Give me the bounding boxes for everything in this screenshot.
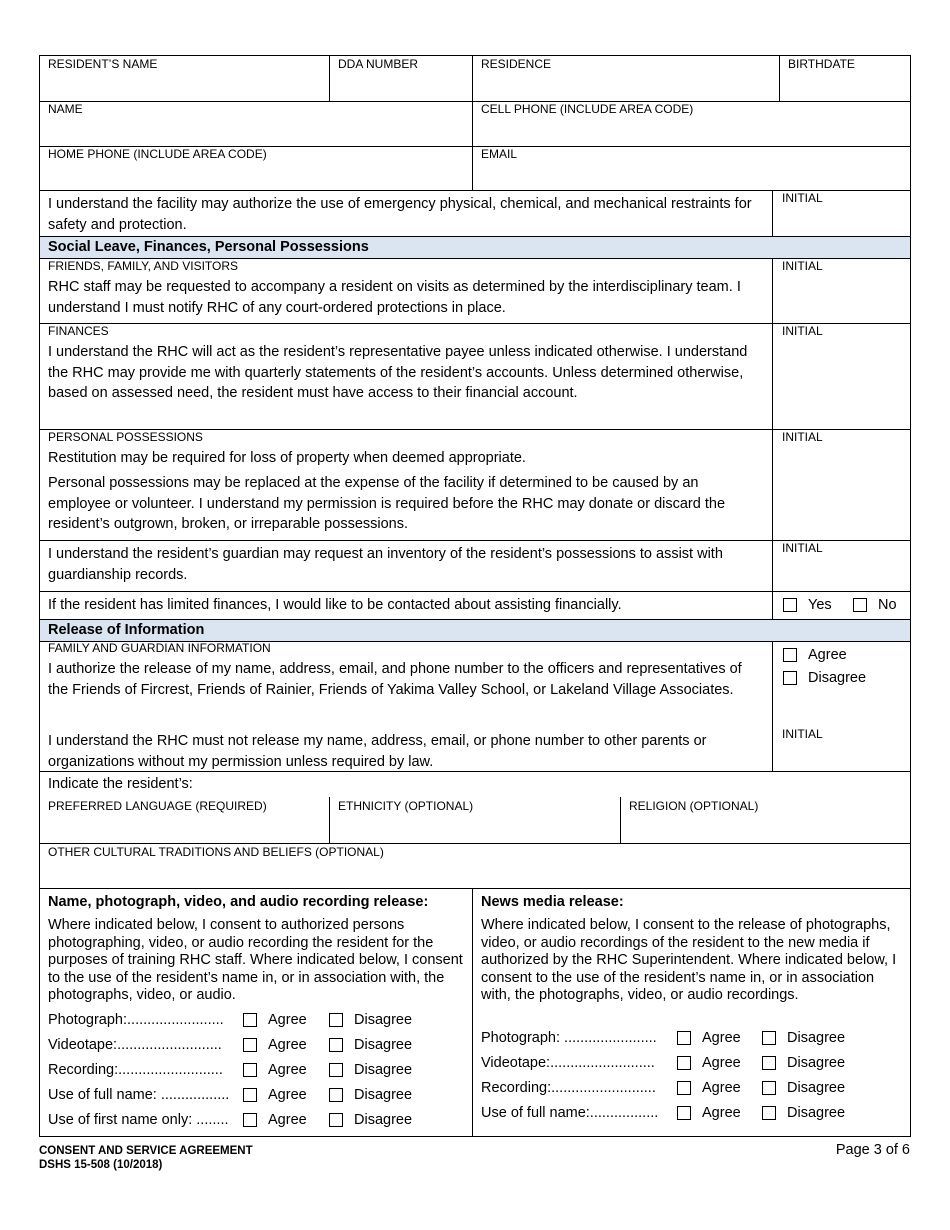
- media-release-agree-checkbox[interactable]: [677, 1056, 691, 1070]
- photo-release-disagree-checkbox[interactable]: [329, 1038, 343, 1052]
- inventory-initial-label: INITIAL: [782, 541, 823, 555]
- restraints-text: I understand the facility may authorize the use of emergency physical, chemical, and mechanical restraints for safety and protection.: [48, 196, 752, 233]
- media-release-item: Videotape:..........................: [481, 1055, 655, 1071]
- possessions-label: PERSONAL POSSESSIONS: [48, 430, 203, 444]
- ethnicity-label: ETHNICITY (OPTIONAL): [338, 799, 474, 813]
- media-release-agree-label: Agree: [702, 1080, 741, 1096]
- photo-release-agree-checkbox[interactable]: [243, 1113, 257, 1127]
- email-label: EMAIL: [481, 147, 518, 161]
- no-label: No: [878, 597, 897, 613]
- photo-release-item: Use of full name: .................: [48, 1087, 230, 1103]
- photo-release-disagree-label: Disagree: [354, 1112, 413, 1128]
- media-release-agree-label: Agree: [702, 1055, 741, 1071]
- media-release-disagree-checkbox[interactable]: [762, 1056, 776, 1070]
- cell-phone-label: CELL PHONE (INCLUDE AREA CODE): [481, 102, 694, 116]
- media-release-agree-label: Agree: [702, 1105, 741, 1121]
- photo-release-disagree-label: Disagree: [354, 1012, 413, 1028]
- friends-label: FRIENDS, FAMILY, AND VISITORS: [48, 259, 239, 273]
- form-number: DSHS 15-508 (10/2018): [39, 1159, 163, 1171]
- photo-release-item: Videotape:..........................: [48, 1037, 222, 1053]
- family-guardian-text-1: I authorize the release of my name, address, email, and phone number to the officers and representatives of the Friends of Fircrest, Friends of Rainier, Friends of Yakima Valley School, or Lakeland Village Associates.: [48, 661, 742, 698]
- photo-release-text: Where indicated below, I consent to authorized persons photographing, video, or audio recording the resident for the purposes of training RHC staff. Where indicated below, I consent to the use of the resident’s name in, or in association with, the photographs, video, or audio.: [48, 917, 463, 1003]
- friends-initial-label: INITIAL: [782, 259, 823, 273]
- media-release-item: Use of full name:.................: [481, 1105, 659, 1121]
- media-release-disagree-label: Disagree: [787, 1055, 846, 1071]
- finances-initial-label: INITIAL: [782, 324, 823, 338]
- photo-release-disagree-checkbox[interactable]: [329, 1013, 343, 1027]
- photo-release-item: Photograph:........................: [48, 1012, 224, 1028]
- restraints-initial-label: INITIAL: [782, 191, 823, 205]
- possessions-text-1: Restitution may be required for loss of property when deemed appropriate.: [48, 450, 526, 466]
- home-phone-label: HOME PHONE (INCLUDE AREA CODE): [48, 147, 267, 161]
- photo-release-disagree-label: Disagree: [354, 1037, 413, 1053]
- friends-text: RHC staff may be requested to accompany a resident on visits as determined by the interdisciplinary team. I understand I must notify RHC of any court-ordered protections in place.: [48, 279, 741, 316]
- yes-checkbox[interactable]: [783, 598, 797, 612]
- indicate-title: Indicate the resident’s:: [48, 776, 193, 792]
- limited-finances-text: If the resident has limited finances, I would like to be contacted about assisting financially.: [48, 597, 622, 613]
- release-agree-checkbox[interactable]: [783, 648, 797, 662]
- yes-label: Yes: [808, 597, 832, 613]
- photo-release-disagree-label: Disagree: [354, 1062, 413, 1078]
- release-agree-label: Agree: [808, 647, 847, 663]
- possessions-initial-label: INITIAL: [782, 430, 823, 444]
- form-title: CONSENT AND SERVICE AGREEMENT: [39, 1145, 253, 1157]
- photo-release-disagree-label: Disagree: [354, 1087, 413, 1103]
- residence-label: RESIDENCE: [481, 57, 552, 71]
- media-release-item: Recording:..........................: [481, 1080, 656, 1096]
- media-release-item: Photograph: .......................: [481, 1030, 657, 1046]
- finances-label: FINANCES: [48, 324, 109, 338]
- family-guardian-label: FAMILY AND GUARDIAN INFORMATION: [48, 641, 271, 655]
- dda-number-label: DDA NUMBER: [338, 57, 419, 71]
- photo-release-disagree-checkbox[interactable]: [329, 1063, 343, 1077]
- photo-release-disagree-checkbox[interactable]: [329, 1088, 343, 1102]
- media-release-disagree-checkbox[interactable]: [762, 1106, 776, 1120]
- traditions-label: OTHER CULTURAL TRADITIONS AND BELIEFS (OPTIONAL): [48, 845, 384, 859]
- photo-release-agree-label: Agree: [268, 1112, 307, 1128]
- photo-release-agree-label: Agree: [268, 1087, 307, 1103]
- preferred-language-label: PREFERRED LANGUAGE (REQUIRED): [48, 799, 267, 813]
- media-release-agree-checkbox[interactable]: [677, 1031, 691, 1045]
- media-release-agree-checkbox[interactable]: [677, 1081, 691, 1095]
- page-number: Page 3 of 6: [835, 1142, 910, 1158]
- social-leave-title: Social Leave, Finances, Personal Possessions: [48, 239, 369, 255]
- release-title: Release of Information: [48, 622, 205, 638]
- birthdate-label: BIRTHDATE: [788, 57, 855, 71]
- release-initial-label: INITIAL: [782, 727, 823, 741]
- media-release-agree-checkbox[interactable]: [677, 1106, 691, 1120]
- photo-release-agree-checkbox[interactable]: [243, 1013, 257, 1027]
- possessions-text-2: Personal possessions may be replaced at the expense of the facility if determined to be caused by an employee or volunteer. I understand my permission is required before the RHC may donate or discard the resident’s outgrown, broken, or irreparable possessions.: [48, 475, 726, 532]
- finances-text: I understand the RHC will act as the resident’s representative payee unless indicated otherwise. I understand the RHC may provide me with quarterly statements of the resident’s accounts. Unless determined otherwise, based on assessed need, the resident must have access to their financial account.: [48, 344, 748, 401]
- photo-release-agree-checkbox[interactable]: [243, 1038, 257, 1052]
- release-disagree-checkbox[interactable]: [783, 671, 797, 685]
- media-release-disagree-label: Disagree: [787, 1030, 846, 1046]
- media-release-agree-label: Agree: [702, 1030, 741, 1046]
- photo-release-item: Recording:..........................: [48, 1062, 223, 1078]
- photo-release-title: Name, photograph, video, and audio recording release:: [48, 894, 429, 910]
- no-checkbox[interactable]: [853, 598, 867, 612]
- media-release-title: News media release:: [481, 894, 624, 910]
- media-release-text: Where indicated below, I consent to the release of photographs, video, or audio recordings of the resident to the new media if authorized by the RHC Superintendent. Where indicated below, I consent to the use of the resident’s name in, or in association with, the photographs, video, or audio recordings.: [481, 917, 897, 1003]
- family-guardian-text-2: I understand the RHC must not release my name, address, email, or phone number to other parents or organizations without my permission unless required by law.: [48, 733, 707, 770]
- photo-release-agree-label: Agree: [268, 1012, 307, 1028]
- religion-label: RELIGION (OPTIONAL): [629, 799, 759, 813]
- photo-release-agree-label: Agree: [268, 1037, 307, 1053]
- media-release-disagree-checkbox[interactable]: [762, 1031, 776, 1045]
- inventory-text: I understand the resident’s guardian may request an inventory of the resident’s possessions to assist with guardianship records.: [48, 546, 723, 583]
- photo-release-agree-checkbox[interactable]: [243, 1063, 257, 1077]
- photo-release-item: Use of first name only: ........: [48, 1112, 229, 1128]
- photo-release-agree-checkbox[interactable]: [243, 1088, 257, 1102]
- residents-name-label: RESIDENT’S NAME: [48, 57, 158, 71]
- release-disagree-label: Disagree: [808, 670, 867, 686]
- media-release-disagree-label: Disagree: [787, 1105, 846, 1121]
- photo-release-agree-label: Agree: [268, 1062, 307, 1078]
- media-release-disagree-label: Disagree: [787, 1080, 846, 1096]
- photo-release-disagree-checkbox[interactable]: [329, 1113, 343, 1127]
- name-label: NAME: [48, 102, 83, 116]
- media-release-disagree-checkbox[interactable]: [762, 1081, 776, 1095]
